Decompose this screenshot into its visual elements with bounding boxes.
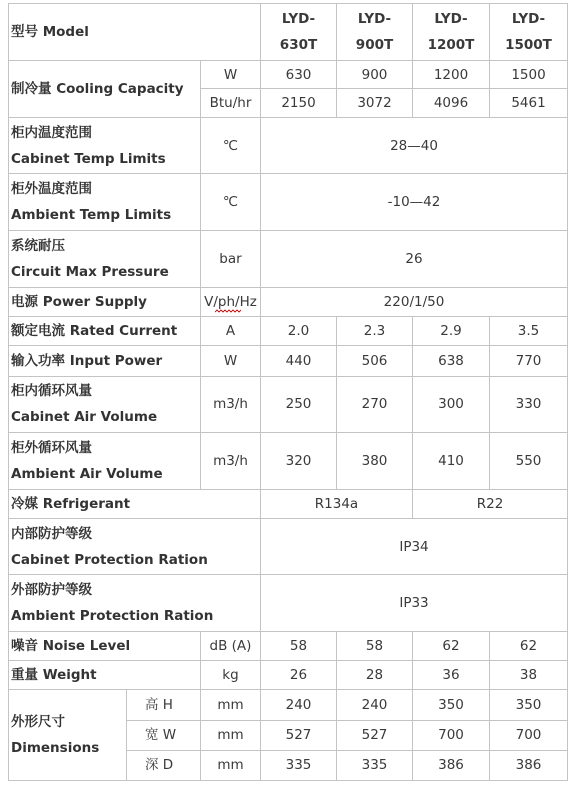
cooling-btu-value: 2150	[261, 89, 337, 118]
dimension-sub-label: 高 H	[127, 689, 201, 720]
cabinet-temp-unit: ℃	[201, 118, 261, 174]
dimension-value: 527	[261, 720, 337, 750]
cooling-unit-btu: Btu/hr	[201, 89, 261, 118]
dimension-value: 700	[413, 720, 490, 750]
weight-unit: kg	[201, 660, 261, 689]
ambient-air-label: 柜外循环风量 Ambient Air Volume	[9, 433, 201, 490]
model-1500t: LYD- 1500T	[490, 4, 568, 61]
current-value: 3.5	[490, 316, 568, 345]
weight-value: 26	[261, 660, 337, 689]
noise-value: 58	[261, 631, 337, 660]
noise-unit: dB (A)	[201, 631, 261, 660]
noise-value: 58	[337, 631, 413, 660]
dimension-value: 700	[490, 720, 568, 750]
refrigerant-value-b: R22	[413, 490, 568, 519]
noise-label: 噪音 Noise Level	[9, 631, 201, 660]
pressure-label: 系统耐压 Circuit Max Pressure	[9, 230, 201, 287]
input-power-unit: W	[201, 345, 261, 376]
input-power-value: 506	[337, 345, 413, 376]
input-power-value: 770	[490, 345, 568, 376]
weight-value: 38	[490, 660, 568, 689]
ambient-air-value: 550	[490, 433, 568, 490]
refrigerant-row	[9, 490, 568, 519]
ambient-temp-unit: ℃	[201, 174, 261, 230]
cooling-btu-value: 5461	[490, 89, 568, 118]
ambient-air-unit: m3/h	[201, 433, 261, 490]
cabinet-air-label: 柜内循环风量 Cabinet Air Volume	[9, 376, 201, 432]
weight-value: 28	[337, 660, 413, 689]
cabinet-ip-label: 内部防护等级 Cabinet Protection Ration	[9, 519, 261, 575]
dimension-value: 240	[337, 689, 413, 720]
input-power-label: 输入功率 Input Power	[9, 345, 201, 376]
refrigerant-value-a: R134a	[261, 490, 413, 519]
ambient-ip-label: 外部防护等级 Ambient Protection Ration	[9, 575, 261, 631]
dimension-value: 240	[261, 689, 337, 720]
dimension-value: 527	[337, 720, 413, 750]
dimension-value: 350	[413, 689, 490, 720]
model-630t: LYD- 630T	[261, 4, 337, 61]
ambient-air-row	[9, 433, 568, 490]
ambient-ip-row	[9, 575, 568, 631]
power-supply-unit: V/ph/Hz	[201, 287, 261, 316]
dimension-unit: mm	[201, 750, 261, 780]
cabinet-air-unit: m3/h	[201, 376, 261, 432]
dimension-sub-label: 深 D	[127, 750, 201, 780]
dimension-value: 335	[261, 750, 337, 780]
ambient-temp-value: -10—42	[261, 174, 568, 230]
input-power-row	[9, 345, 568, 376]
cabinet-air-value: 270	[337, 376, 413, 432]
current-value: 2.0	[261, 316, 337, 345]
weight-value: 36	[413, 660, 490, 689]
dimension-unit: mm	[201, 689, 261, 720]
cabinet-temp-value: 28—40	[261, 118, 568, 174]
cooling-w-value: 900	[337, 61, 413, 89]
cabinet-air-value: 250	[261, 376, 337, 432]
pressure-value: 26	[261, 230, 568, 287]
ambient-air-value: 380	[337, 433, 413, 490]
cabinet-air-row	[9, 376, 568, 432]
cabinet-temp-row	[9, 118, 568, 174]
ambient-air-value: 320	[261, 433, 337, 490]
ambient-air-value: 410	[413, 433, 490, 490]
cooling-w-value: 1200	[413, 61, 490, 89]
cabinet-ip-row	[9, 519, 568, 575]
input-power-value: 440	[261, 345, 337, 376]
spec-table	[8, 3, 568, 781]
noise-row	[9, 631, 568, 660]
dimension-unit: mm	[201, 720, 261, 750]
dimension-value: 386	[413, 750, 490, 780]
model-row	[9, 4, 568, 61]
ambient-ip-value: IP33	[261, 575, 568, 631]
input-power-value: 638	[413, 345, 490, 376]
power-supply-label: 电源 Power Supply	[9, 287, 201, 316]
cooling-unit-w: W	[201, 61, 261, 89]
noise-value: 62	[413, 631, 490, 660]
pressure-row	[9, 230, 568, 287]
weight-label: 重量 Weight	[9, 660, 201, 689]
cabinet-ip-value: IP34	[261, 519, 568, 575]
model-900t: LYD- 900T	[337, 4, 413, 61]
refrigerant-label: 冷媒 Refrigerant	[9, 490, 261, 519]
model-1200t: LYD- 1200T	[413, 4, 490, 61]
noise-value: 62	[490, 631, 568, 660]
current-value: 2.3	[337, 316, 413, 345]
cabinet-air-value: 330	[490, 376, 568, 432]
ambient-temp-row	[9, 174, 568, 230]
dimension-value: 335	[337, 750, 413, 780]
cooling-w-value: 1500	[490, 61, 568, 89]
ambient-temp-label: 柜外温度范围 Ambient Temp Limits	[9, 174, 201, 230]
power-supply-row	[9, 287, 568, 316]
dimensions-label: 外形尺寸 Dimensions	[9, 689, 127, 780]
cabinet-air-value: 300	[413, 376, 490, 432]
cooling-btu-value: 3072	[337, 89, 413, 118]
weight-row	[9, 660, 568, 689]
power-supply-value: 220/1/50	[261, 287, 568, 316]
spellcheck-underline	[215, 309, 241, 313]
model-label: 型号 Model	[9, 4, 261, 61]
dimension-row-h	[9, 689, 568, 720]
current-label: 额定电流 Rated Current	[9, 316, 201, 345]
dimension-value: 386	[490, 750, 568, 780]
cooling-btu-value: 4096	[413, 89, 490, 118]
cabinet-temp-label: 柜内温度范围 Cabinet Temp Limits	[9, 118, 201, 174]
current-unit: A	[201, 316, 261, 345]
current-row	[9, 316, 568, 345]
current-value: 2.9	[413, 316, 490, 345]
cooling-w-value: 630	[261, 61, 337, 89]
cooling-label: 制冷量 Cooling Capacity	[9, 61, 201, 118]
cooling-w-row	[9, 61, 568, 89]
dimension-sub-label: 宽 W	[127, 720, 201, 750]
dimension-value: 350	[490, 689, 568, 720]
pressure-unit: bar	[201, 230, 261, 287]
